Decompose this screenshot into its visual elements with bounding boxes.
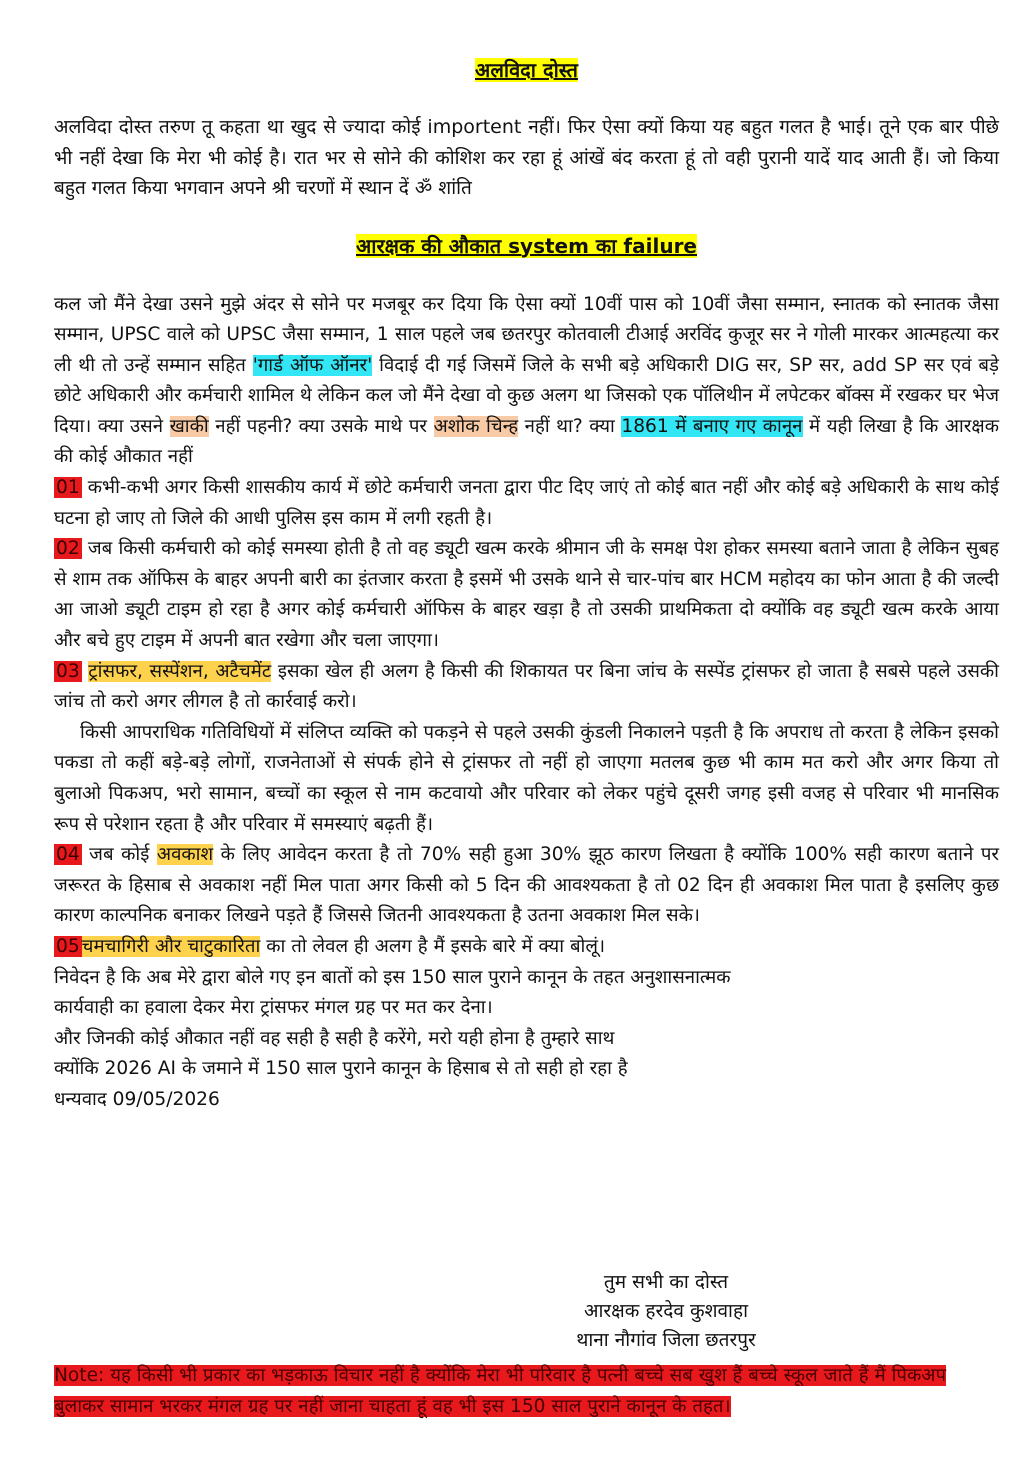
signature-block <box>516 1268 816 1355</box>
main-paragraph: कल जो मैंने देखा उसने मुझे अंदर से सोने पर मजबूर कर दिया कि ऐसा क्यों 10वीं पास को 10वीं जैसा सम्मान, स्नातक को स्नातक जैसा सम्मान, UPSC वाले को UPSC जैसा सम्मान, 1 साल पहले जब छतरपुर कोतवाली टीआई अरविंद कुजूर सर ने गोली मारकर आत्महत्या कर ली थी तो उन्हें सम्मान सहित 'गार्ड ऑफ ऑनर' विदाई दी गई जिसमें जिले के सभी बड़े अधिकारी DIG सर, SP सर, add SP सर एवं बड़े छोटे अधिकारी और कर्मचारी शामिल थे लेकिन कल जो मैंने देखा वो कुछ अलग था जिसको एक पॉलिथीन में लपेटकर बॉक्स में रखकर घर भेज दिया। क्या उसने खाकी नहीं पहनी? क्या उसके माथे पर अशोक चिन्ह नहीं था? क्या 1861 में बनाए गए कानून में यही लिखा है कि आरक्षक की कोई औकात नहीं <box>54 293 999 468</box>
point-01: 01 कभी-कभी अगर किसी शासकीय कार्य में छोटे कर्मचारी जनता द्वारा पीट दिए जाएं तो कोई बात नहीं और कोई बड़े अधिकारी के साथ कोई घटना हो जाए तो जिले की आधी पुलिस इस काम में लगी रहती है। <box>54 477 999 529</box>
point-number-badge: 05 <box>56 935 80 957</box>
highlight-1861-law: 1861 में बनाए गए कानून <box>621 415 803 437</box>
highlight-flattery: चमचागिरी और चाटुकारिता <box>81 935 261 957</box>
note-block <box>54 1361 998 1422</box>
point-04: 04 जब कोई अवकाश के लिए आवेदन करता है तो 70% सही हुआ 30% झूठ कारण लिखता है क्योंकि 100% सही कारण बताने पर जरूरत के हिसाब से अवकाश नहीं मिल पाता अगर किसी को 5 दिन की आवश्यकता है तो 02 दिन ही अवकाश मिल पाता है इसलिए कुछ कारण काल्पनिक बनाकर लिखने पड़ते हैं जिससे जितनी आवश्यकता है उतना अवकाश मिल सके। <box>54 844 999 927</box>
title-system-failure: आरक्षक की औकात system का failure <box>356 233 697 258</box>
point-05: 05 चमचागिरी और चाटुकारिता का तो लेवल ही अलग है मैं इसके बारे में क्या बोलूं। <box>56 935 606 957</box>
highlight-transfer: ट्रांसफर, सस्पेंशन, अटैचमेंट <box>88 660 272 682</box>
signature-line-2: आरक्षक हरदेव कुशवाहा <box>583 1300 748 1322</box>
closing-line: कार्यवाही का हवाला देकर मेरा ट्रांसफर मंगल ग्रह पर मत कर देना। <box>54 997 493 1019</box>
highlight-khaki: खाकी <box>169 415 209 437</box>
signature-line-3: थाना नौगांव जिला छतरपुर <box>576 1329 756 1351</box>
title-farewell: अलविदा दोस्त <box>475 58 578 82</box>
note-text: Note: यह किसी भी प्रकार का भड़काऊ विचार नहीं है क्योंकि मेरा भी परिवार है पत्नी बच्चे सब खुश हैं बच्चे स्कूल जाते हैं मैं पिकअप बुलाकर सामान भरकर मंगल ग्रह पर नहीं जाना चाहता हूं वह भी इस 150 साल पुराने कानून के तहत। <box>54 1365 947 1417</box>
point-02: 02 जब किसी कर्मचारी को कोई समस्या होती है तो वह ड्यूटी खत्म करके श्रीमान जी के समक्ष पेश होकर समस्या बताने जाता है लेकिन सुबह से शाम तक ऑफिस के बाहर अपनी बारी का इंतजार करता है इसमें भी उसके थाने से चार-पांच बार HCM महोदय का फोन आता है की जल्दी आ जाओ ड्यूटी टाइम हो रहा है अगर कोई कर्मचारी ऑफिस के बाहर खड़ा है तो उसकी प्राथमिकता दो क्योंकि वह ड्यूटी खत्म करके आया और बचे हुए टाइम में अपनी बात रखेगा और चला जाएगा। <box>54 538 999 652</box>
closing-date: धन्यवाद 09/05/2026 <box>54 1088 220 1110</box>
farewell-paragraph: अलविदा दोस्त तरुण तू कहता था खुद से ज्यादा कोई importent नहीं। फिर ऐसा क्यों किया यह बहुत गलत है भाई। तूने एक बार पीछे भी नहीं देखा कि मेरा भी कोई है। रात भर से सोने की कोशिश कर रहा हूं आंखें बंद करता हूं तो वही पुरानी यादें याद आती हैं। जो किया बहुत गलत किया भगवान अपने श्री चरणों में स्थान दें ॐ शांति <box>54 116 999 199</box>
highlight-guard-of-honour: 'गार्ड ऑफ ऑनर' <box>252 354 373 376</box>
highlight-ashok-chinh: अशोक चिन्ह <box>433 415 519 437</box>
closing-line: निवेदन है कि अब मेरे द्वारा बोले गए इन बातों को इस 150 साल पुराने कानून के तहत अनुशासनात्मक <box>54 966 731 988</box>
signature-line-1: तुम सभी का दोस्त <box>603 1271 729 1293</box>
point-number-badge: 04 <box>56 844 80 866</box>
closing-line: क्योंकि 2026 AI के जमाने में 150 साल पुराने कानून के हिसाब से तो सही हो रहा है <box>54 1058 628 1080</box>
closing-lines <box>54 963 999 1116</box>
point-number-badge: 03 <box>56 660 80 682</box>
point-number-badge: 01 <box>56 477 80 499</box>
point-03: 03 ट्रांसफर, सस्पेंशन, अटैचमेंट इसका खेल ही अलग है किसी की शिकायत पर बिना जांच के सस्पेंड ट्रांसफर हो जाता है सबसे पहले उसकी जांच तो करो अगर लीगल है तो कार्रवाई करो। <box>54 660 999 713</box>
criminal-paragraph: किसी आपराधिक गतिविधियों में संलिप्त व्यक्ति को पकड़ने से पहले उसकी कुंडली निकालने पड़ती है कि अपराध तो करता है लेकिन इसको पकडा तो कहीं बड़े-बड़े लोगों, राजनेताओं से संपर्क होने से ट्रांसफर तो नहीं हो जाएगा मतलब कुछ भी काम मत करो और अगर किया तो बुलाओ पिकअप, भरो सामान, बच्चों का स्कूल से नाम कटवायो और परिवार को लेकर पहुंचे दूसरी जगह इसी वजह से परिवार भी मानसिक रूप से परेशान रहता है और परिवार में समस्याएं बढ़ती हैं। <box>54 721 999 835</box>
highlight-leave: अवकाश <box>156 844 214 866</box>
closing-line: और जिनकी कोई औकात नहीं वह सही है सही है करेंगे, मरो यही होना है तुम्हारे साथ <box>54 1027 615 1049</box>
point-number-badge: 02 <box>56 538 80 560</box>
